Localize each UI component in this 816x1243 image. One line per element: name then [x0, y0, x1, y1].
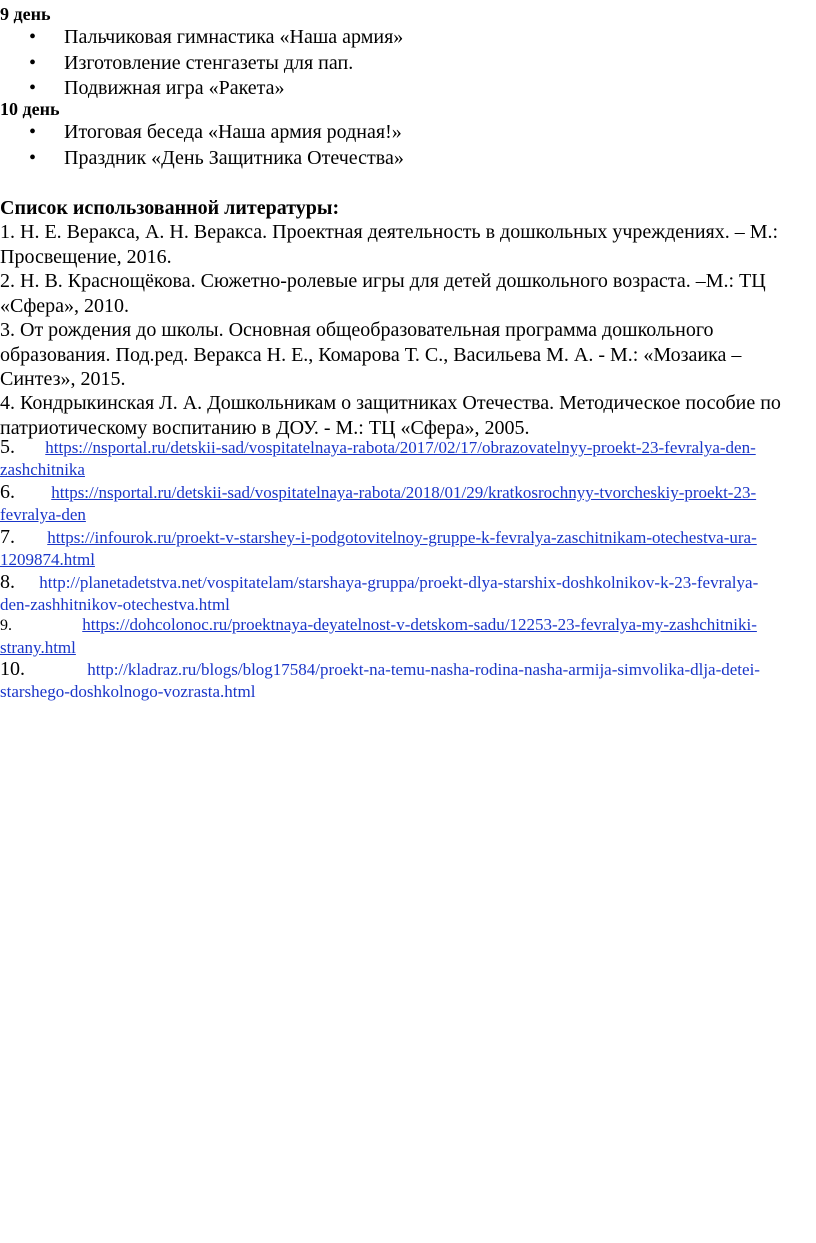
literature-link[interactable]: https://nsportal.ru/detskii-sad/vospitatelnaya-rabota/2018/01/29/kratkosrochnyy-tvorcheskiy-proekt-23- [51, 483, 757, 502]
literature-link[interactable]: strany.html [0, 638, 76, 657]
literature-link-entry [0, 481, 816, 526]
literature-link[interactable]: starshego-doshkolnogo-vozrasta.html [0, 682, 256, 701]
literature-entry-2 [0, 269, 816, 318]
bullet-icon: • [29, 26, 37, 48]
literature-link[interactable]: zashchitnika [0, 460, 85, 479]
day-9-item-text: Изготовление стенгазеты для пап. [64, 52, 354, 74]
bullet-icon: • [29, 121, 37, 143]
literature-link[interactable]: https://dohcolonoc.ru/proektnaya-deyatelnost-v-detskom-sadu/12253-23-fevralya-my-zashchitniki- [82, 615, 757, 634]
literature-link[interactable]: den-zashhitnikov-otechestva.html [0, 595, 230, 614]
literature-link-entry [0, 526, 816, 571]
literature-link-entry [0, 571, 816, 616]
day-9-item [0, 76, 816, 100]
literature-link[interactable]: 1209874.html [0, 550, 95, 569]
day-9-item [0, 51, 816, 75]
literature-entry-line: 2. Н. В. Краснощёкова. Сюжетно-ролевые игры для детей дошкольного возраста. –М.: ТЦ [0, 270, 766, 292]
literature-entry-line: образования. Под.ред. Веракса Н. Е., Комарова Т. С., Васильева М. А. - М.: «Мозаика – [0, 343, 742, 366]
day-9-heading: 9 день [0, 4, 51, 24]
entry-number: 7. [0, 526, 15, 548]
literature-entry-line: патриотическому воспитанию в ДОУ. - М.: ТЦ «Сфера», 2005. [0, 416, 530, 439]
literature-entry-line: 4. Кондрыкинская Л. А. Дошкольникам о защитниках Отечества. Методическое пособие по [0, 392, 781, 414]
entry-number: 6. [0, 481, 15, 503]
literature-entry-line: 1. Н. Е. Веракса, А. Н. Веракса. Проектная деятельность в дошкольных учреждениях. – М.: [0, 221, 779, 243]
day-10-item [0, 146, 816, 170]
entry-number: 5. [0, 436, 15, 458]
bullet-icon: • [29, 77, 37, 99]
day-10-item [0, 120, 816, 144]
literature-link-entry [0, 614, 816, 659]
bullet-icon: • [29, 52, 37, 74]
literature-link[interactable]: fevralya-den [0, 505, 86, 524]
day-9-item-text: Подвижная игра «Ракета» [64, 77, 285, 99]
literature-link[interactable]: https://nsportal.ru/detskii-sad/vospitatelnaya-rabota/2017/02/17/obrazovatelnyy-proekt-23-fevralya-den- [45, 438, 756, 457]
literature-link[interactable]: http://kladraz.ru/blogs/blog17584/proekt-na-temu-nasha-rodina-nasha-armija-simvolika-dlja-detei- [87, 660, 760, 679]
literature-entry-line: Просвещение, 2016. [0, 245, 172, 268]
literature-entry-3 [0, 318, 816, 392]
entry-number: 9. [0, 617, 12, 634]
literature-entry-line: 3. От рождения до школы. Основная общеобразовательная программа дошкольного [0, 319, 714, 341]
literature-entry-line: «Сфера», 2010. [0, 294, 130, 317]
day-10-heading: 10 день [0, 99, 60, 119]
literature-link-entry [0, 436, 816, 481]
day-9-item-text: Пальчиковая гимнастика «Наша армия» [64, 26, 404, 48]
literature-entry-line: Синтез», 2015. [0, 368, 126, 390]
literature-link-entry [0, 658, 816, 703]
day-9-item [0, 25, 816, 49]
day-10-item-text: Праздник «День Защитника Отечества» [64, 147, 404, 169]
literature-title: Список использованной литературы: [0, 197, 340, 219]
literature-link[interactable]: http://planetadetstva.net/vospitatelam/starshaya-gruppa/proekt-dlya-starshix-doshkolnikov-k-23-fevralya- [39, 573, 759, 592]
literature-entry-4 [0, 391, 816, 440]
bullet-icon: • [29, 147, 37, 169]
entry-number: 10. [0, 658, 25, 680]
literature-link[interactable]: https://infourok.ru/proekt-v-starshey-i-podgotovitelnoy-gruppe-k-fevralya-zaschitnikam-otechestva-ura- [47, 528, 757, 547]
entry-number: 8. [0, 571, 15, 593]
day-10-item-text: Итоговая беседа «Наша армия родная!» [64, 121, 402, 143]
literature-entry-1 [0, 220, 816, 269]
